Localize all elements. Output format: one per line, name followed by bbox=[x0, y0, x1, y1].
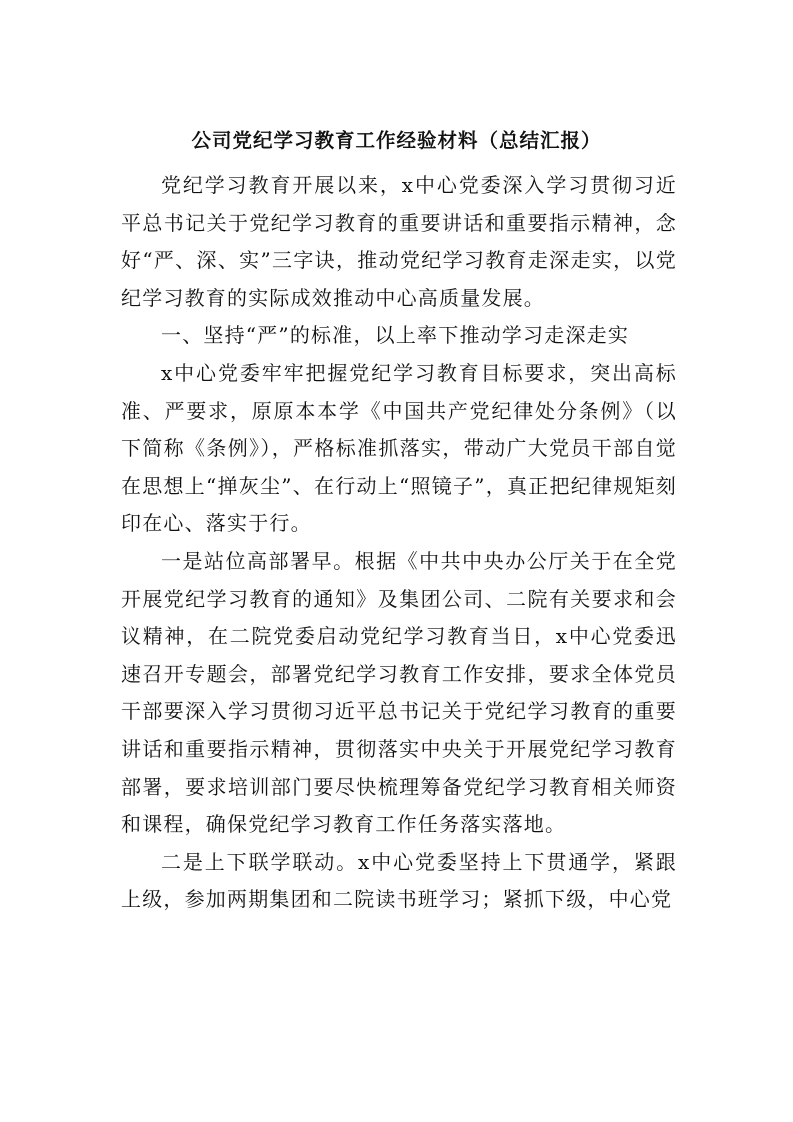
section-heading-1: 一、坚持“严”的标准，以上率下推动学习走深走实 bbox=[161, 323, 630, 348]
document-title: 公司党纪学习教育工作经验材料（总结汇报） bbox=[191, 129, 602, 152]
document-body bbox=[121, 167, 677, 919]
paragraph-section-1: x中心党委牢牢把握党纪学习教育目标要求，突出高标准、严要求，原原本本学《中国共产党纪律处分条例》（以下简称《条例》），严格标准抓落实，带动广大党员干部自觉在思想上“掸灰尘”、在行动上“照镜子”，真正把纪律规矩刻印在心、落实于行。 bbox=[121, 360, 677, 536]
paragraph-intro: 党纪学习教育开展以来，x中心党委深入学习贯彻习近平总书记关于党纪学习教育的重要讲话和重要指示精神，念好“严、深、实”三字诀，推动党纪学习教育走深走实，以党纪学习教育的实际成效推动中心高质量发展。 bbox=[121, 173, 677, 310]
paragraph-point-1: 一是站位高部署早。根据《中共中央办公厅关于在全党开展党纪学习教育的通知》及集团公司、二院有关要求和会议精神，在二院党委启动党纪学习教育当日，x中心党委迅速召开专题会，部署党纪学习教育工作安排，要求全体党员干部要深入学习贯彻习近平总书记关于党纪学习教育的重要讲话和重要指示精神，贯彻落实中央关于开展党纪学习教育部署，要求培训部门要尽快梳理筹备党纪学习教育相关师资和课程，确保党纪学习教育工作任务落实落地。 bbox=[121, 548, 677, 837]
paragraph-point-2: 二是上下联学联动。x中心党委坚持上下贯通学，紧跟上级，参加两期集团和二院读书班学习；紧抓下级，中心党 bbox=[121, 849, 677, 912]
